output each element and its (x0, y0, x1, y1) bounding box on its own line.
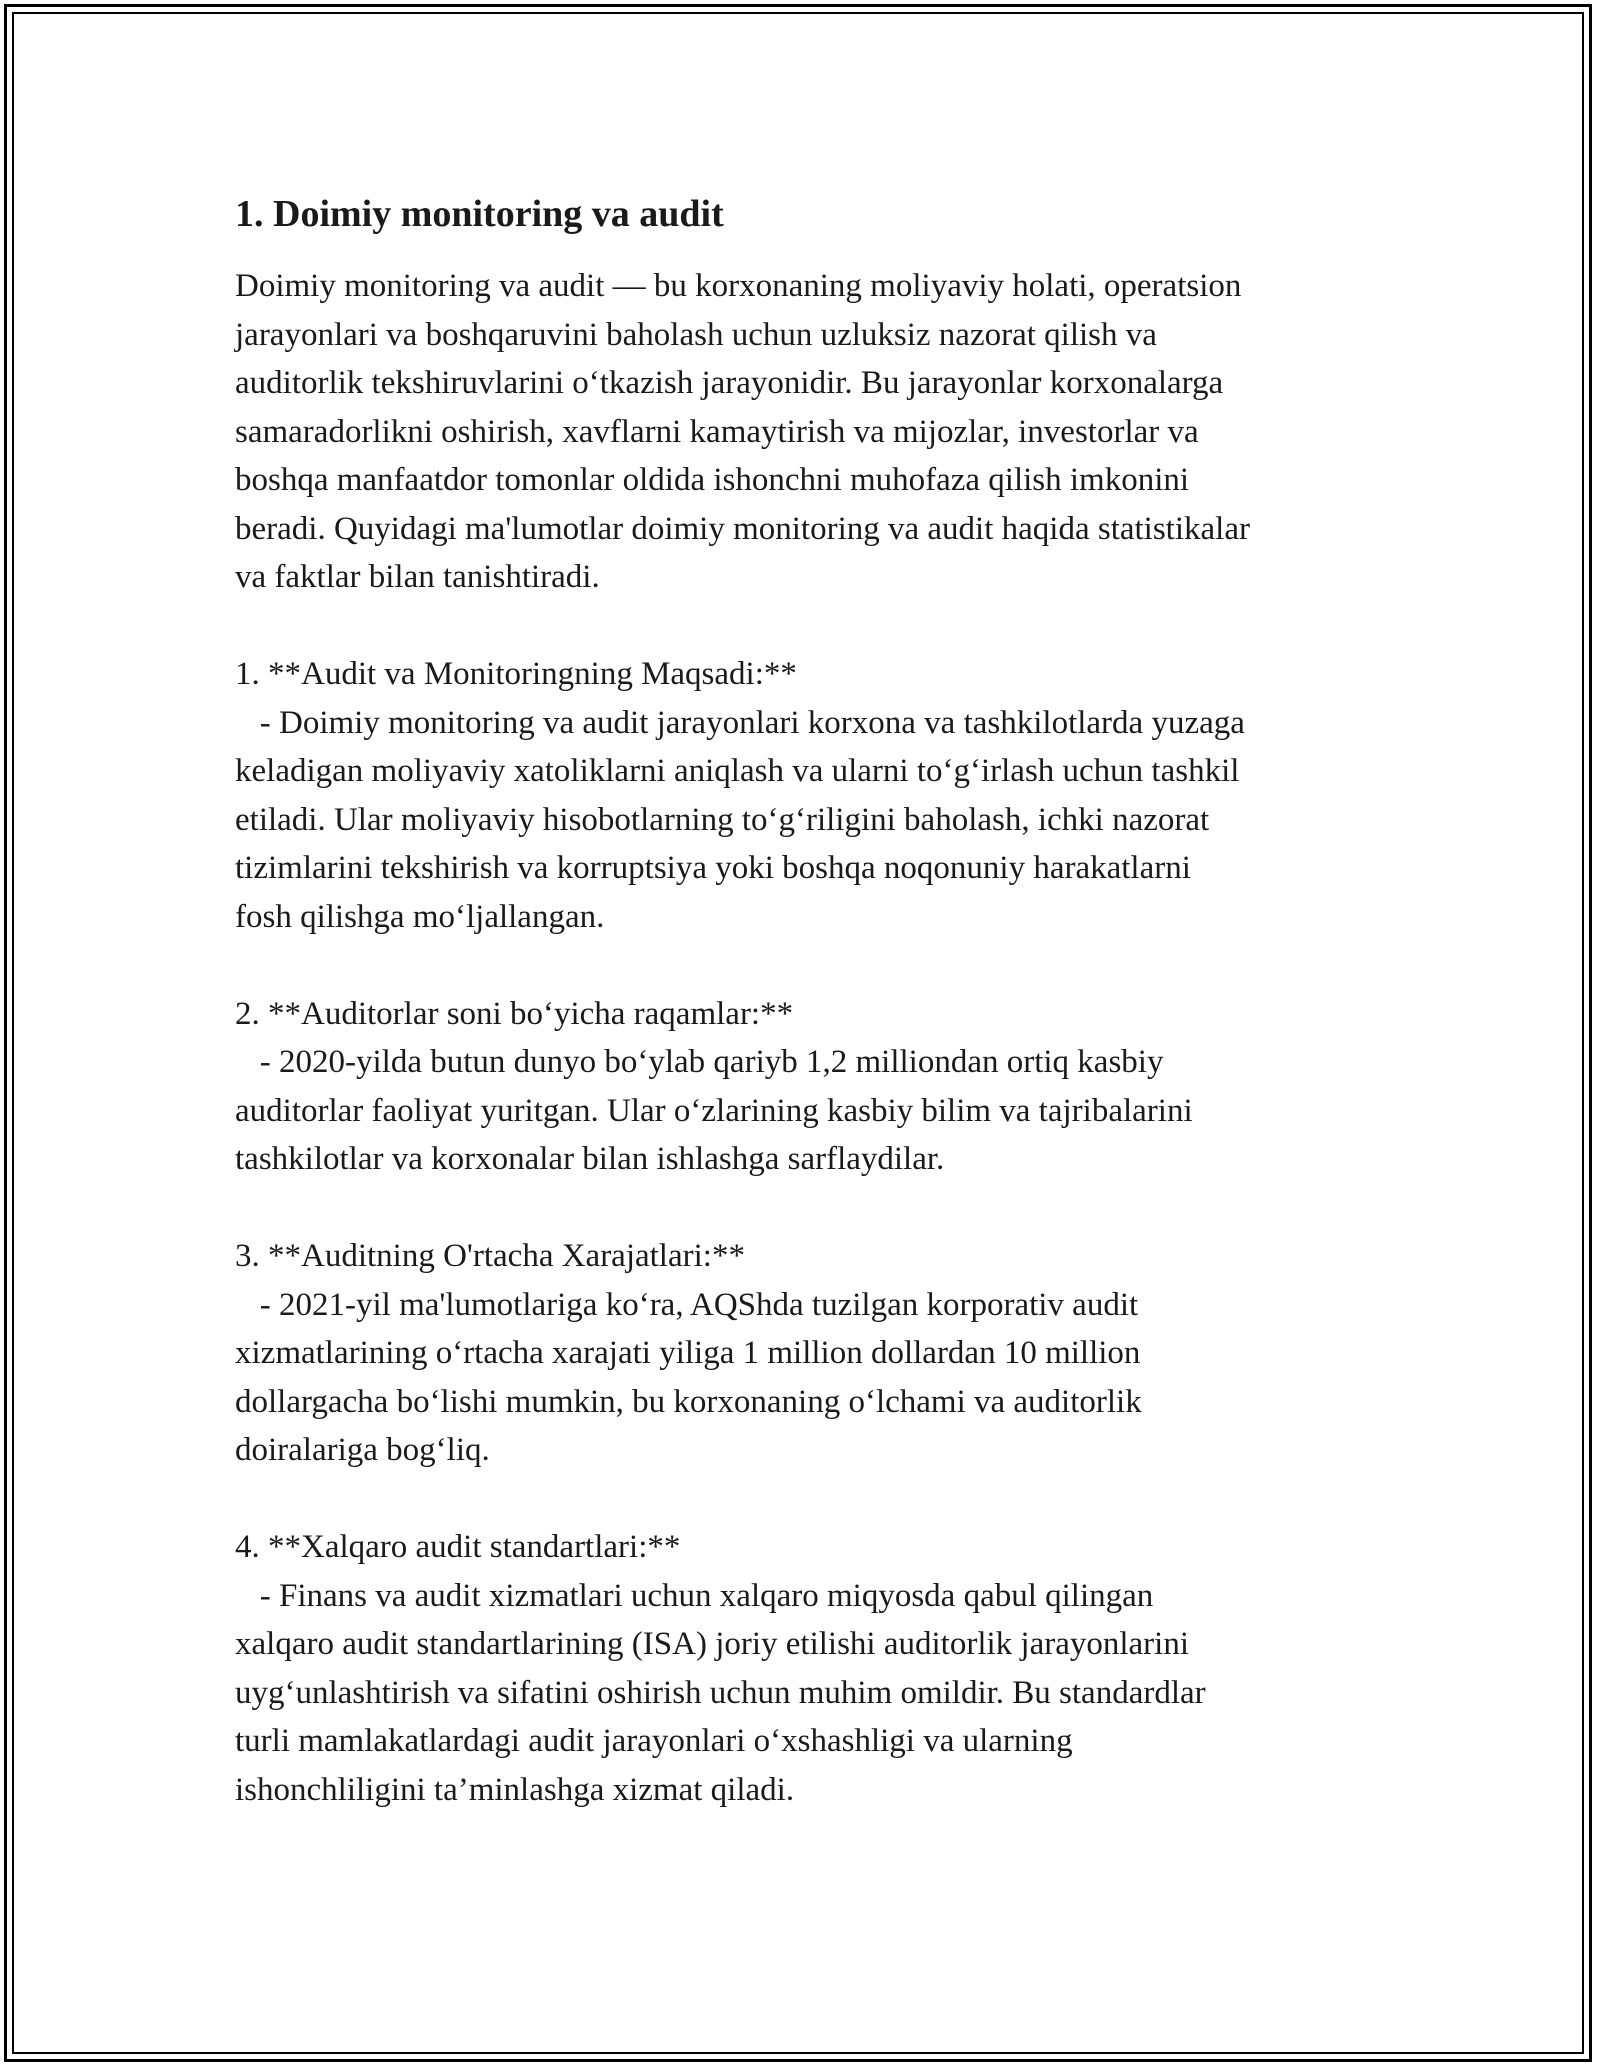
section-heading: 2. **Auditorlar soni bo‘yicha raqamlar:** (235, 995, 794, 1032)
intro-line: va faktlar bilan tanishtiradi. (235, 559, 600, 595)
intro-line: jarayonlari va boshqaruvini baholash uchun uzluksiz nazorat qilish va (235, 316, 1157, 353)
section-audit-standards (235, 1523, 1395, 1814)
paragraph-spacer (235, 1184, 1395, 1233)
section-line: - 2021-yil ma'lumotlariga ko‘ra, AQShda tuzilgan korporativ audit (235, 1286, 1139, 1323)
intro-line: samaradorlikni oshirish, xavflarni kamaytirish va mijozlar, investorlar va (235, 413, 1199, 450)
paragraph-spacer (235, 941, 1395, 990)
section-line: ishonchliligini ta’minlashga xizmat qiladi. (235, 1771, 795, 1808)
document-title: 1. Doimiy monitoring va audit (235, 193, 724, 235)
section-line: keladigan moliyaviy xatoliklarni aniqlash va ularni to‘g‘irlash uchun tashkil (235, 753, 1240, 789)
intro-line: Doimiy monitoring va audit — bu korxonaning moliyaviy holati, operatsion (235, 268, 1242, 304)
section-line: tizimlarini tekshirish va korruptsiya yoki boshqa noqonuniy harakatlarni (235, 850, 1191, 886)
section-audit-costs (235, 1232, 1395, 1475)
section-line: auditorlar faoliyat yuritgan. Ular o‘zlarining kasbiy bilim va tajribalarini (235, 1092, 1193, 1129)
section-heading: 4. **Xalqaro audit standartlari:** (235, 1529, 681, 1565)
section-line: - Doimiy monitoring va audit jarayonlari korxona va tashkilotlarda yuzaga (235, 704, 1245, 741)
section-line: xizmatlarining o‘rtacha xarajati yiliga 1 million dollardan 10 million (235, 1335, 1141, 1371)
section-heading: 3. **Auditning O'rtacha Xarajatlari:** (235, 1238, 745, 1274)
section-line: xalqaro audit standartlarining (ISA) joriy etilishi auditorlik jarayonlarini (235, 1626, 1190, 1662)
section-line: fosh qilishga mo‘ljallangan. (235, 898, 605, 935)
intro-line: auditorlik tekshiruvlarini o‘tkazish jarayonidir. Bu jarayonlar korxonalarga (235, 365, 1224, 401)
section-line: uyg‘unlashtirish va sifatini oshirish uchun muhim omildir. Bu standardlar (235, 1674, 1206, 1711)
section-line: dollargacha bo‘lishi mumkin, bu korxonaning o‘lchami va auditorlik (235, 1383, 1142, 1420)
section-auditor-count (235, 990, 1395, 1184)
intro-line: boshqa manfaatdor tomonlar oldida ishonchni muhofaza qilish imkonini (235, 462, 1190, 498)
section-line: turli mamlakatlardagi audit jarayonlari o‘xshashligi va ularning (235, 1723, 1073, 1759)
section-line: etiladi. Ular moliyaviy hisobotlarning to‘g‘riligini baholash, ichki nazorat (235, 801, 1210, 838)
section-purpose (235, 650, 1395, 941)
paragraph-spacer (235, 602, 1395, 651)
section-line: tashkilotlar va korxonalar bilan ishlashga sarflaydilar. (235, 1141, 945, 1177)
section-line: - Finans va audit xizmatlari uchun xalqaro miqyosda qabul qilingan (235, 1577, 1154, 1614)
paragraph-spacer (235, 1475, 1395, 1524)
intro-line: beradi. Quyidagi ma'lumotlar doimiy monitoring va audit haqida statistikalar (235, 510, 1250, 547)
section-heading: 1. **Audit va Monitoringning Maqsadi:** (235, 656, 797, 692)
section-line: doiralariga bog‘liq. (235, 1432, 490, 1468)
section-line: - 2020-yilda butun dunyo bo‘ylab qariyb 1,2 milliondan ortiq kasbiy (235, 1044, 1164, 1080)
document-page (235, 186, 1395, 1814)
intro-paragraph (235, 262, 1395, 602)
